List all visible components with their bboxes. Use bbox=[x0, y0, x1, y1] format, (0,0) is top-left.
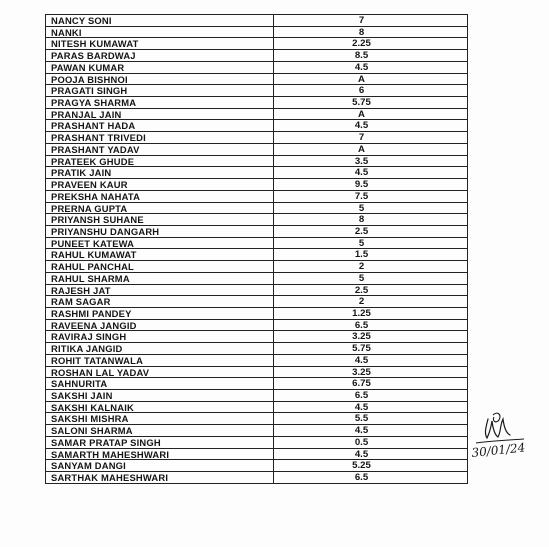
student-name-cell: PRANJAL JAIN bbox=[46, 109, 274, 120]
score-cell: 4.5 bbox=[354, 401, 369, 413]
table-row bbox=[46, 167, 467, 179]
table-row bbox=[46, 437, 467, 449]
table-row bbox=[46, 320, 467, 332]
table-row bbox=[46, 460, 467, 472]
table-row bbox=[46, 472, 467, 484]
student-name-cell: SAMARTH MAHESHWARI bbox=[46, 449, 274, 460]
student-name-cell: PRASHANT HADA bbox=[46, 120, 274, 131]
score-cell: 2 bbox=[358, 261, 365, 273]
student-name-cell: RAHUL KUMAWAT bbox=[46, 249, 274, 260]
student-name-cell: PRASHANT YADAV bbox=[46, 144, 274, 155]
table-row bbox=[46, 367, 467, 379]
table-row bbox=[46, 402, 467, 414]
table-row bbox=[46, 15, 467, 27]
table-row bbox=[46, 156, 467, 168]
student-name-cell: PRAGYA SHARMA bbox=[46, 97, 274, 108]
student-name-cell: NANKI bbox=[46, 27, 274, 38]
student-name-cell: PRIYANSHU DANGARH bbox=[46, 226, 274, 237]
table-row bbox=[46, 261, 467, 273]
score-cell: 5.5 bbox=[354, 413, 369, 425]
score-cell: 1.5 bbox=[354, 249, 369, 261]
table-row bbox=[46, 331, 467, 343]
table-row bbox=[46, 249, 467, 261]
score-cell: 6.5 bbox=[354, 319, 369, 331]
student-name-cell: SAKSHI JAIN bbox=[46, 390, 274, 401]
table-row bbox=[46, 449, 467, 461]
score-cell: A bbox=[358, 108, 365, 120]
table-row bbox=[46, 296, 467, 308]
signature-date: 30/01/24 bbox=[470, 440, 526, 460]
score-cell: 5.75 bbox=[352, 343, 371, 355]
table-row bbox=[46, 203, 467, 215]
student-name-cell: RAM SAGAR bbox=[46, 296, 274, 307]
score-cell: 0.5 bbox=[354, 436, 369, 448]
score-cell: 2.5 bbox=[354, 284, 369, 296]
score-cell: 6.5 bbox=[354, 472, 369, 484]
score-cell: 2.5 bbox=[354, 225, 369, 237]
score-cell: 3.25 bbox=[352, 331, 371, 343]
score-cell: 4.5 bbox=[354, 61, 369, 73]
score-cell: 4.5 bbox=[354, 120, 369, 132]
score-cell: 5 bbox=[358, 272, 365, 284]
score-cell: 2 bbox=[358, 296, 365, 308]
score-cell: 1.25 bbox=[352, 307, 371, 319]
table-row bbox=[46, 285, 467, 297]
score-cell: 8 bbox=[358, 214, 365, 226]
student-name-cell: PRATIK JAIN bbox=[46, 167, 274, 178]
score-cell: 5 bbox=[358, 237, 365, 249]
table-row bbox=[46, 38, 467, 50]
student-name-cell: PRATEEK GHUDE bbox=[46, 156, 274, 167]
student-name-cell: RAJESH JAT bbox=[46, 285, 274, 296]
student-name-cell: PARAS BARDWAJ bbox=[46, 50, 274, 61]
score-cell: 6 bbox=[358, 85, 365, 97]
score-cell: 3.25 bbox=[352, 366, 371, 378]
score-cell: 5 bbox=[358, 202, 365, 214]
table-row bbox=[46, 390, 467, 402]
student-name-cell: SALONI SHARMA bbox=[46, 425, 274, 436]
student-name-cell: SAKSHI MISHRA bbox=[46, 413, 274, 424]
score-cell: A bbox=[358, 143, 365, 155]
student-name-cell: RAVEENA JANGID bbox=[46, 320, 274, 331]
table-row bbox=[46, 50, 467, 62]
student-name-cell: PRIYANSH SUHANE bbox=[46, 214, 274, 225]
student-name-cell: PRAGATI SINGH bbox=[46, 85, 274, 96]
table-row bbox=[46, 120, 467, 132]
score-cell: 2.25 bbox=[352, 38, 371, 50]
score-cell: 5.75 bbox=[352, 97, 371, 109]
table-row bbox=[46, 214, 467, 226]
table-row bbox=[46, 27, 467, 39]
student-name-cell: PRASHANT TRIVEDI bbox=[46, 132, 274, 143]
table-row bbox=[46, 425, 467, 437]
score-cell: A bbox=[358, 73, 365, 85]
student-name-cell: PRERNA GUPTA bbox=[46, 203, 274, 214]
table-row bbox=[46, 308, 467, 320]
score-cell: 7 bbox=[358, 15, 365, 26]
score-cell: 3.5 bbox=[354, 155, 369, 167]
table-row bbox=[46, 413, 467, 425]
student-name-cell: PRAVEEN KAUR bbox=[46, 179, 274, 190]
student-name-cell: SANYAM DANGI bbox=[46, 460, 274, 471]
student-name-cell: RASHMI PANDEY bbox=[46, 308, 274, 319]
score-cell: 7 bbox=[358, 132, 365, 144]
table-row bbox=[46, 355, 467, 367]
table-row bbox=[46, 179, 467, 191]
student-name-cell: POOJA BISHNOI bbox=[46, 74, 274, 85]
student-name-cell: RAHUL PANCHAL bbox=[46, 261, 274, 272]
handwritten-signature bbox=[466, 405, 546, 465]
table-row bbox=[46, 226, 467, 238]
table-row bbox=[46, 74, 467, 86]
score-cell: 6.75 bbox=[352, 378, 371, 390]
student-name-cell: PAWAN KUMAR bbox=[46, 62, 274, 73]
table-row bbox=[46, 191, 467, 203]
score-cell: 8.5 bbox=[354, 50, 369, 62]
table-row bbox=[46, 132, 467, 144]
score-cell: 4.5 bbox=[354, 448, 369, 460]
score-cell: 4.5 bbox=[354, 425, 369, 437]
table-row bbox=[46, 109, 467, 121]
student-name-cell: ROHIT TATANWALA bbox=[46, 355, 274, 366]
student-name-cell: ROSHAN LAL YADAV bbox=[46, 367, 274, 378]
student-name-cell: NITESH KUMAWAT bbox=[46, 38, 274, 49]
score-cell: 7.5 bbox=[354, 190, 369, 202]
table-row bbox=[46, 238, 467, 250]
score-cell: 5.25 bbox=[352, 460, 371, 472]
marks-table bbox=[45, 14, 468, 484]
student-name-cell: RAVIRAJ SINGH bbox=[46, 331, 274, 342]
student-name-cell: RAHUL SHARMA bbox=[46, 273, 274, 284]
table-row bbox=[46, 343, 467, 355]
student-name-cell: PREKSHA NAHATA bbox=[46, 191, 274, 202]
student-name-cell: NANCY SONI bbox=[46, 15, 274, 26]
student-name-cell: PUNEET KATEWA bbox=[46, 238, 274, 249]
score-cell: 4.5 bbox=[354, 167, 369, 179]
student-name-cell: SARTHAK MAHESHWARI bbox=[46, 472, 274, 483]
student-name-cell: RITIKA JANGID bbox=[46, 343, 274, 354]
table-row bbox=[46, 273, 467, 285]
table-row bbox=[46, 62, 467, 74]
student-name-cell: SAKSHI KALNAIK bbox=[46, 402, 274, 413]
table-row bbox=[46, 378, 467, 390]
table-row bbox=[46, 85, 467, 97]
signature-loop bbox=[493, 413, 500, 422]
student-name-cell: SAHNURITA bbox=[46, 378, 274, 389]
student-name-cell: SAMAR PRATAP SINGH bbox=[46, 437, 274, 448]
table-row bbox=[46, 144, 467, 156]
score-cell: 8 bbox=[358, 26, 365, 38]
score-cell: 6.5 bbox=[354, 390, 369, 401]
score-cell: 4.5 bbox=[354, 354, 369, 366]
score-cell: 9.5 bbox=[354, 179, 369, 191]
table-row bbox=[46, 97, 467, 109]
